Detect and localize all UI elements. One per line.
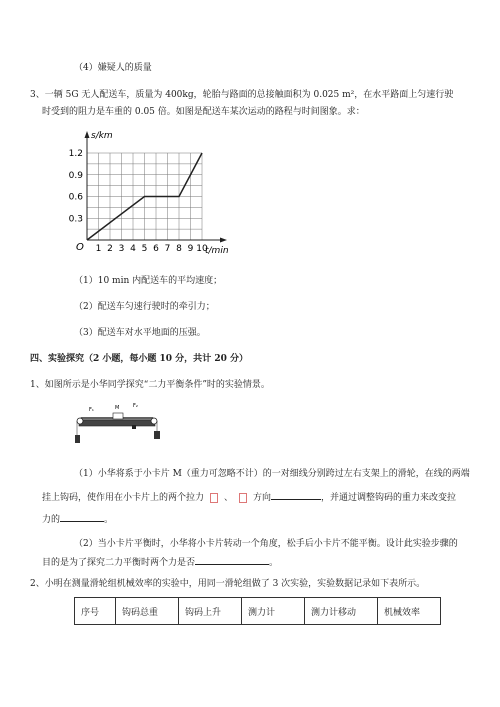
y-axis-label: s/km — [91, 131, 113, 141]
x-tick-label: 5 — [141, 244, 148, 254]
part-1-line-3: 力的 。 — [42, 512, 113, 526]
x-tick-label: 9 — [187, 244, 194, 254]
distance-time-chart — [60, 127, 240, 262]
table-header-cell: 机械效率 — [378, 598, 441, 625]
label-f1: F₁ — [89, 407, 94, 413]
question-item-4: （4）嫌疑人的质量 — [74, 63, 152, 73]
x-tick-label: 6 — [153, 244, 159, 254]
question-3-sub-2: （2）配送车匀速行驶时的牵引力； — [74, 302, 215, 312]
table-header-cell: 测力计 — [242, 598, 305, 625]
x-tick-label: 8 — [176, 244, 182, 254]
table-header-cell: 序号 — [75, 598, 116, 625]
x-tick-label: 3 — [118, 244, 125, 254]
part-1-line-2: 挂上钩码，使作用在小卡片上的两个拉力 、 方向 ，并通过调整钩码的重力来改变拉 — [42, 490, 456, 504]
y-tick-label: 0.3 — [68, 214, 83, 225]
question-3-sub-1: （1）10 min 内配送车的平均速度； — [74, 276, 223, 286]
section-4-heading: 四、实验探究（2 小题，每小题 10 分，共计 20 分） — [30, 354, 248, 364]
label-f2: F₂ — [133, 403, 138, 409]
origin-label: O — [76, 242, 84, 253]
y-axis-arrow — [85, 131, 90, 138]
table-header-row — [75, 598, 441, 625]
experiment-2-intro: 2、小明在测量滑轮组机械效率的实验中，用同一滑轮组做了 3 次实验，实验数据记录如下表所示。 — [30, 579, 426, 589]
x-tick-label: 4 — [130, 244, 136, 254]
y-tick-label: 1.2 — [68, 149, 83, 159]
label-m: M — [115, 405, 120, 411]
data-table — [74, 597, 441, 625]
part-2-line-2: 目的是为了探究二力平衡时两个力是否 。 — [42, 555, 278, 569]
x-tick-label: 1 — [95, 244, 102, 254]
y-tick-label: 0.9 — [68, 170, 83, 181]
f2-image-placeholder — [239, 493, 247, 503]
question-3-sub-3: （3）配送车对水平地面的压强。 — [74, 328, 206, 338]
apparatus-board — [79, 420, 155, 426]
left-weight — [75, 435, 80, 443]
card-m — [113, 413, 123, 419]
x-axis-label: t/min — [205, 246, 229, 256]
right-weight — [154, 431, 160, 439]
question-3-line-2: 时受到的阻力是车重的 0.05 倍。如图是配送车某次运动的路程与时间图象。求： — [42, 107, 365, 117]
right-pulley — [151, 418, 157, 424]
y-tick-label: 0.6 — [68, 192, 83, 203]
table-header-cell: 钩码总重 — [116, 598, 179, 625]
small-object — [132, 425, 136, 429]
x-tick-label: 7 — [164, 244, 171, 254]
part-2-line-1: （2）当小卡片平衡时，小华将小卡片转动一个角度，松手后小卡片不能平衡。设计此实验步骤的 — [74, 539, 458, 549]
part-1-line-1: （1）小华将系于小卡片 M（重力可忽略不计）的一对细线分别跨过左右支架上的滑轮，在线的两端 — [74, 469, 470, 479]
x-tick-label: 2 — [107, 244, 113, 254]
balance-apparatus-figure — [75, 398, 165, 444]
table-header-cell: 钩码上升 — [179, 598, 242, 625]
x-axis-arrow — [220, 238, 227, 243]
x-tick-label: 10 — [196, 244, 208, 254]
question-3-line-1: 3、一辆 5G 无人配送车，质量为 400kg，轮胎与路面的总接触面积为 0.025 m²，在水平路面上匀速行驶 — [30, 90, 454, 100]
left-pulley — [77, 418, 83, 424]
f1-image-placeholder — [210, 493, 218, 503]
experiment-1-intro: 1、如图所示是小华同学探究“二力平衡条件”时的实验情景。 — [30, 380, 270, 390]
table-header-cell: 测力计移动 — [305, 598, 378, 625]
blank-magnitude[interactable] — [60, 512, 104, 522]
blank-direction[interactable] — [271, 490, 321, 500]
blank-same-line[interactable] — [195, 555, 269, 565]
